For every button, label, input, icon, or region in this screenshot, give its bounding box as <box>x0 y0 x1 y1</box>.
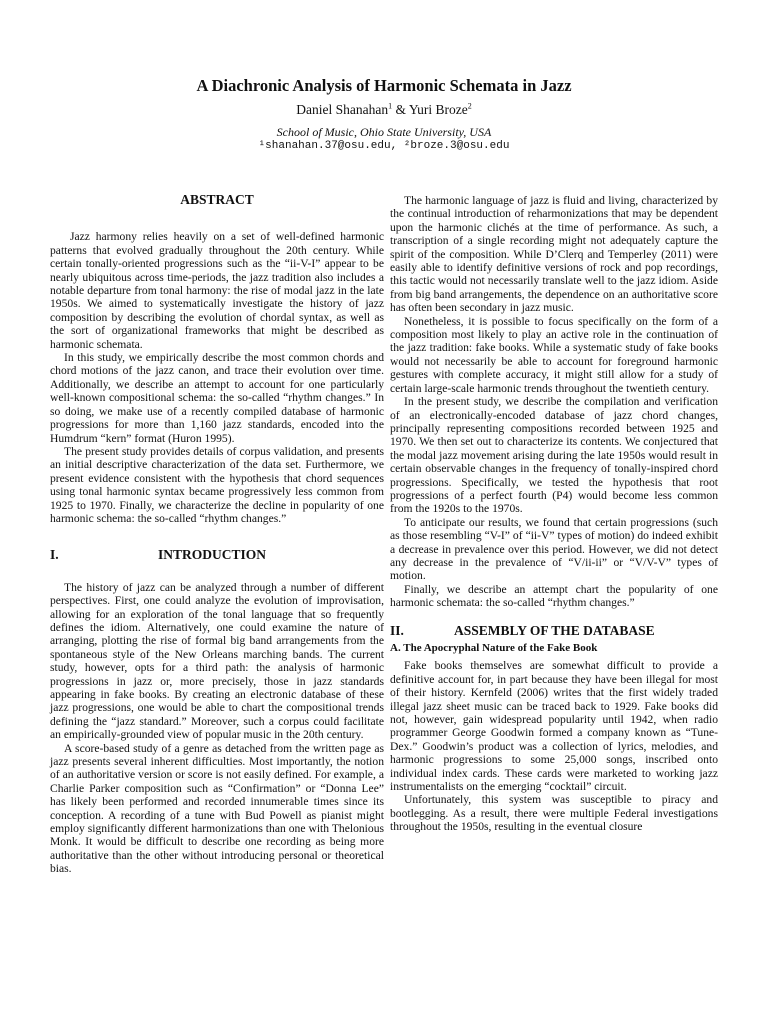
body-paragraph: Finally, we describe an attempt chart the popularity of one harmonic schemata: the so-called “rhythm changes.” <box>390 582 718 610</box>
section-heading-assembly <box>390 624 718 637</box>
left-column <box>50 193 384 876</box>
author-superscript: 1 <box>388 101 393 111</box>
body-paragraph: A score-based study of a genre as detached from the written page as jazz presents several inherent difficulties. Most importantly, the notion of an authoritative version or score is not easily defined. For example, a Charlie Parker composition such as “Confirmation” or “Donna Lee” has likely been performed and recorded innumerable times since its conception. A recording of a tune with Bud Powell as pianist might employ significantly different harmonizations than one with Thelonious Monk. It would be difficult to describe one recording as being more authoritative than the other without introducing personal or theoretical bias. <box>50 741 384 876</box>
body-paragraph: To anticipate our results, we found that certain progressions (such as those resembling “V-I” of “ii-V” types of motion) do indeed exhibit a decrease in prevalence over this period. However, we did not detect any decrease in the prevalence of “V/ii-ii” or “V/V-V” types of motion. <box>390 515 718 583</box>
body-paragraph: Fake books themselves are somewhat difficult to provide a definitive account for, in part because they have been illegal for most of their history. Kernfeld (2006) writes that the first widely traded illegal jazz sheet music can be traced back to 1929. Fake books did not, however, gain widespread popularity until 1942, when radio programmer George Goodwin formed a company known as “Tune-Dex.” Goodwin’s product was a collection of lyrics, melodies, and harmonic progressions to some 25,000 songs, inscribed onto individual index cards. These cards were marketed to working jazz instrumentalists on the emerging “cocktail” circuit. <box>390 659 718 794</box>
author-line <box>0 102 768 118</box>
subsection-heading: A. The Apocryphal Nature of the Fake Book <box>390 642 598 654</box>
body-paragraph: The history of jazz can be analyzed through a number of different perspectives. First, one could analyze the evolution of improvisation, allowing for an exploration of the tonal language that so frequently defines the idiom. Alternatively, one could examine the nature of arranging, plotting the rise of formal big band arrangements from the spontaneous style of the New Orleans marching bands. The current study, however, opts for a third path: the analysis of harmonic progressions in jazz or, more precisely, those in jazz standards appearing in fake books. By creating an electronic database of these jazz progressions, one would be able to chart the compositional trends defining the “jazz standard.” Moreover, such a corpus could facilitate an empirically-grounded view of popular music in the 20th century. <box>50 580 384 742</box>
author-superscript: 2 <box>467 101 472 111</box>
section-number: II. <box>390 622 404 638</box>
section-number: I. <box>50 547 59 563</box>
section-heading-introduction <box>50 548 384 561</box>
section-title: ASSEMBLY OF THE DATABASE <box>454 622 655 638</box>
author-emails: ¹shanahan.37@osu.edu, ²broze.3@osu.edu <box>258 140 510 152</box>
abstract-heading: ABSTRACT <box>180 192 254 207</box>
body-paragraph: In the present study, we describe the compilation and verification of an electronically-encoded database of jazz chord changes, principally representing compositions recorded between 1925 and 1970. We then set out to characterize its contents. We conjectured that the modal jazz movement arising during the late 1950s would result in certain observable changes in the frequency of tonally-inspired chord progressions. Specifically, we tested the hypothesis that root progressions of a perfect fourth (P4) would become less common from the 1920s to the 1970s. <box>390 395 718 516</box>
author-separator: & <box>392 102 409 117</box>
affiliation: School of Music, Ohio State University, USA <box>276 125 492 139</box>
abstract-paragraph: In this study, we empirically describe the most common chords and chord motions of the jazz canon, and trace their evolution over time. Additionally, we describe an attempt to account for one particularly well-known compositional schema: the so-called “rhythm changes.” In so doing, we make use of a recently compiled database of harmonic progressions for more than 1,160 jazz standards, encoded into the Humdrum “kern” format (Huron 1995). <box>50 351 384 445</box>
abstract-paragraph: Jazz harmony relies heavily on a set of well-defined harmonic patterns that evolved gradually throughout the 20th century. While certain tonally-oriented progressions such as the “ii-V-I” appear to be nearly ubiquitous across time-periods, the jazz tradition also includes a notable departure from tonal harmony: the rise of modal jazz in the late 1950s. We aimed to systematically investigate the history of jazz composition by describing the evolution of chordal syntax, as well as the sort of organizational frameworks that might be described as harmonic schemata. <box>50 230 384 351</box>
author-name: Yuri Broze <box>408 102 468 117</box>
author-name: Daniel Shanahan <box>296 102 389 117</box>
section-title: INTRODUCTION <box>158 547 267 563</box>
right-column <box>390 194 718 834</box>
body-paragraph: Nonetheless, it is possible to focus specifically on the form of a composition most likely to play an active role in the continuation of the jazz tradition: fake books. While a systematic study of fake books would not necessarily be able to account for foreground harmonic gestures with complete accuracy, it might still allow for a study of certain large-scale harmonic trends throughout the twentieth century. <box>390 314 718 395</box>
abstract-paragraph: The present study provides details of corpus validation, and presents an initial descriptive characterization of the data set. Furthermore, we present evidence consistent with the hypothesis that chord sequences using tonal harmonic syntax became progressively less common from 1925 to 1970. Finally, we characterize the decline in popularity of one harmonic schema: the so-called “rhythm changes.” <box>50 444 384 525</box>
body-paragraph: Unfortunately, this system was susceptible to piracy and bootlegging. As a result, there were multiple Federal investigations throughout the 1950s, resulting in the eventual closure <box>390 793 718 834</box>
paper-title: A Diachronic Analysis of Harmonic Schemata in Jazz <box>196 76 572 95</box>
body-paragraph: The harmonic language of jazz is fluid and living, characterized by the continual introduction of reharmonizations that may be dependent upon the harmonic clichés at the time of performance. As such, a transcription of a single recording might not adequately capture the spirit of the composition. While D’Clerq and Temperley (2011) were easily able to identify definitive versions of rock and pop recordings, this tactic would not necessarily translate well to the jazz idiom. Aside from big band arrangements, the dependence on an authoritative score has often been secondary in jazz music. <box>390 194 718 315</box>
